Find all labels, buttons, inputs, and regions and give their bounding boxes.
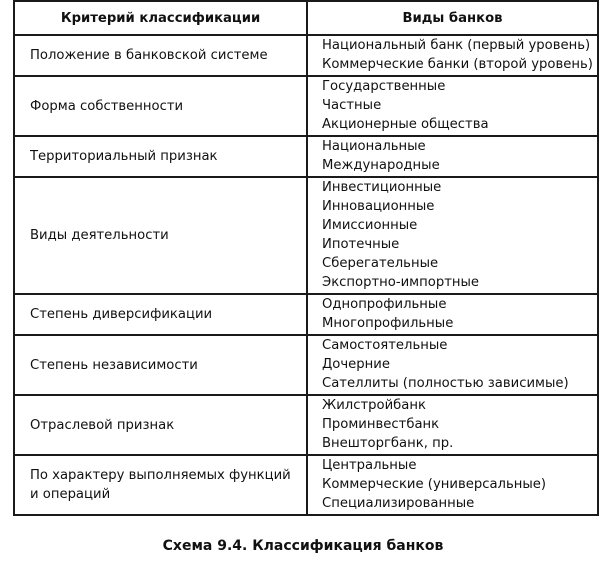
table-row bbox=[14, 76, 598, 136]
table-row bbox=[14, 35, 598, 76]
bank-types-cell bbox=[307, 395, 598, 455]
header-bank-types: Виды банков bbox=[307, 1, 598, 35]
bank-type-item: Однопрофильные bbox=[322, 297, 447, 312]
bank-type-item: Международные bbox=[322, 158, 440, 173]
bank-type-item: Инвестиционные bbox=[322, 180, 442, 195]
bank-type-item: Коммерческие банки (второй уровень) bbox=[322, 57, 593, 72]
table-row bbox=[14, 395, 598, 455]
bank-type-item: Сберегательные bbox=[322, 256, 439, 271]
bank-types-cell bbox=[307, 136, 598, 177]
bank-type-item: Жилстройбанк bbox=[322, 398, 426, 413]
bank-type-item: Имиссионные bbox=[322, 218, 418, 233]
bank-type-item: Самостоятельные bbox=[322, 338, 448, 353]
header-criterion: Критерий классификации bbox=[14, 1, 307, 35]
criterion-cell: Степень независимости bbox=[14, 335, 307, 395]
figure-caption: Схема 9.4. Классификация банков bbox=[162, 538, 444, 554]
bank-type-item: Частные bbox=[322, 98, 382, 113]
table-row bbox=[14, 455, 598, 515]
criterion-cell: Форма собственности bbox=[14, 76, 307, 136]
bank-type-item: Проминвестбанк bbox=[322, 417, 440, 432]
criterion-cell: Территориальный признак bbox=[14, 136, 307, 177]
bank-type-item: Внешторгбанк, пр. bbox=[322, 436, 454, 451]
table-header-row bbox=[14, 1, 598, 35]
bank-types-cell bbox=[307, 455, 598, 515]
bank-types-cell bbox=[307, 335, 598, 395]
bank-type-item: Инновационные bbox=[322, 199, 435, 214]
criterion-cell: Положение в банковской системе bbox=[14, 35, 307, 76]
bank-type-item: Государственные bbox=[322, 79, 446, 94]
criterion-cell: По характеру выполняемых функций и операций bbox=[14, 455, 307, 515]
bank-types-cell bbox=[307, 177, 598, 294]
bank-type-item: Ипотечные bbox=[322, 237, 400, 252]
bank-classification-table bbox=[13, 0, 599, 516]
bank-types-cell bbox=[307, 76, 598, 136]
bank-type-item: Коммерческие (универсальные) bbox=[322, 477, 547, 492]
criterion-cell: Отраслевой признак bbox=[14, 395, 307, 455]
table-row bbox=[14, 136, 598, 177]
table-row bbox=[14, 294, 598, 335]
bank-type-item: Национальные bbox=[322, 139, 426, 154]
criterion-cell: Степень диверсификации bbox=[14, 294, 307, 335]
bank-type-item: Многопрофильные bbox=[322, 316, 454, 331]
table-row bbox=[14, 177, 598, 294]
bank-type-item: Национальный банк (первый уровень) bbox=[322, 38, 591, 53]
criterion-cell: Виды деятельности bbox=[14, 177, 307, 294]
bank-type-item: Сателлиты (полностью зависимые) bbox=[322, 376, 569, 391]
bank-type-item: Центральные bbox=[322, 458, 417, 473]
table-row bbox=[14, 335, 598, 395]
bank-type-item: Дочерние bbox=[322, 357, 390, 372]
bank-type-item: Специализированные bbox=[322, 496, 475, 511]
bank-types-cell bbox=[307, 35, 598, 76]
bank-type-item: Экспортно-импортные bbox=[322, 275, 480, 290]
bank-types-cell bbox=[307, 294, 598, 335]
bank-type-item: Акционерные общества bbox=[322, 117, 489, 132]
